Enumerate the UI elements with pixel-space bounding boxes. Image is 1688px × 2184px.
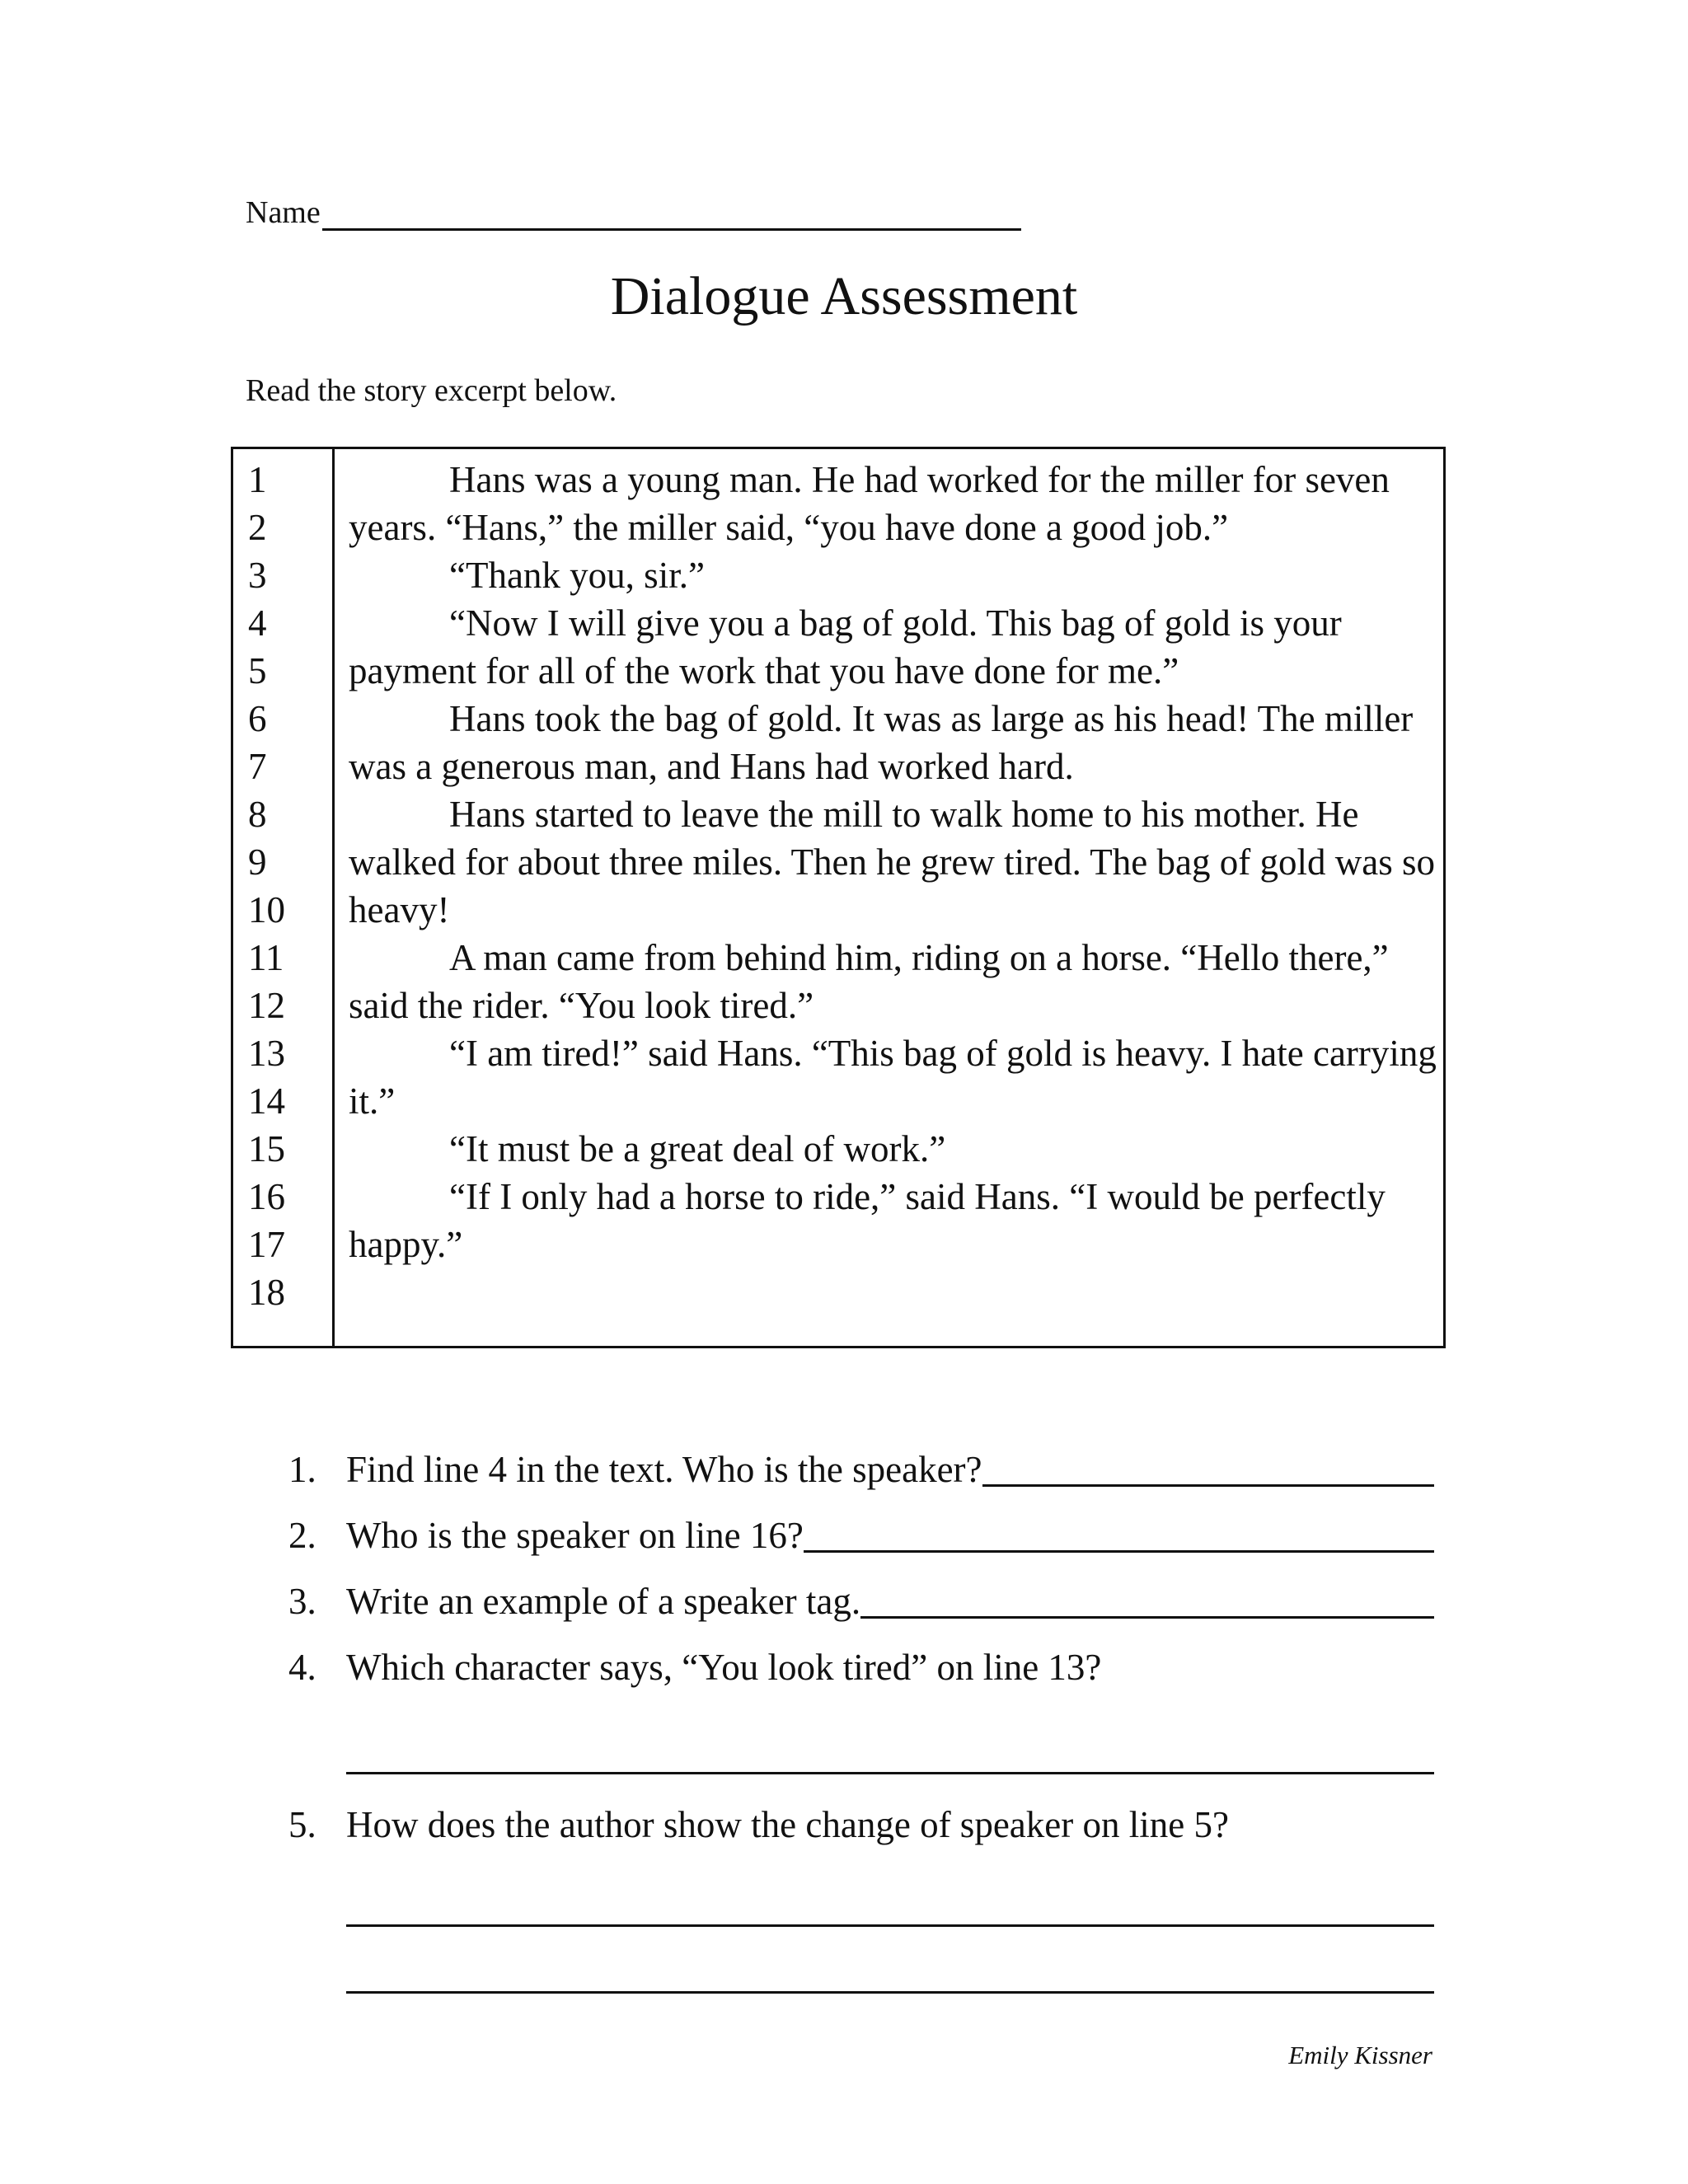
question-1 [288, 1427, 1434, 1493]
question-3 [288, 1559, 1434, 1625]
line-number: 11 [248, 937, 284, 978]
line-number: 13 [248, 1033, 285, 1074]
question-number: 5. [288, 1804, 316, 1845]
line-number: 2 [248, 507, 267, 548]
answer-blank-3[interactable] [860, 1583, 1434, 1619]
question-text: Who is the speaker on line 16? [346, 1515, 804, 1556]
line-number: 12 [248, 985, 285, 1026]
question-number: 3. [288, 1581, 316, 1622]
name-blank-line[interactable] [322, 197, 1021, 231]
line-number: 8 [248, 794, 267, 835]
answer-blank-1[interactable] [982, 1451, 1434, 1487]
story-paragraph: “It must be a great deal of work.” [449, 1128, 946, 1169]
story-paragraph: Hans was a young man. He had worked for the miller for seven years. “Hans,” the miller said, “you have done a good job.” [349, 459, 1390, 548]
story-paragraph: “I am tired!” said Hans. “This bag of gold is heavy. I hate carrying it.” [349, 1033, 1437, 1122]
answer-blank-2[interactable] [804, 1517, 1434, 1553]
question-number: 2. [288, 1515, 316, 1556]
line-number: 4 [248, 602, 267, 644]
story-excerpt-box [231, 447, 1446, 1348]
story-paragraph: “Now I will give you a bag of gold. This bag of gold is your payment for all of the work that you have done for me.” [349, 602, 1342, 691]
author-credit: Emily Kissner [1288, 2041, 1432, 2069]
question-2 [288, 1493, 1434, 1559]
line-number: 9 [248, 841, 267, 883]
line-number: 18 [248, 1272, 285, 1313]
line-number-divider [332, 449, 335, 1346]
question-text: Which character says, “You look tired” on line 13? [346, 1647, 1102, 1688]
story-paragraph: Hans started to leave the mill to walk home to his mother. He walked for about three miles. Then he grew tired. The bag of gold was so heavy! [349, 794, 1435, 930]
line-number: 5 [248, 650, 267, 691]
question-text: Write an example of a speaker tag. [346, 1581, 861, 1622]
story-paragraph: “If I only had a horse to ride,” said Hans. “I would be perfectly happy.” [349, 1176, 1386, 1265]
story-paragraph: Hans took the bag of gold. It was as large as his head! The miller was a generous man, and Hans had worked hard. [349, 698, 1414, 787]
question-text: Find line 4 in the text. Who is the speaker? [346, 1449, 982, 1490]
line-number: 1 [248, 459, 267, 500]
question-number: 1. [288, 1449, 316, 1490]
question-5 [288, 1783, 1434, 1849]
line-number: 15 [248, 1128, 285, 1169]
question-list [288, 1427, 1434, 1994]
name-label: Name [246, 195, 321, 230]
question-number: 4. [288, 1647, 316, 1688]
line-number: 7 [248, 746, 267, 787]
story-paragraph: A man came from behind him, riding on a horse. “Hello there,” said the rider. “You look tired.” [349, 937, 1389, 1026]
answer-line-5b[interactable] [346, 1991, 1434, 1994]
instruction-text: Read the story excerpt below. [246, 373, 617, 408]
line-numbers-column [248, 456, 285, 1316]
story-text [349, 456, 1445, 1268]
line-number: 3 [248, 555, 267, 596]
line-number: 16 [248, 1176, 285, 1217]
answer-line-4[interactable] [346, 1772, 1434, 1774]
question-4 [288, 1625, 1434, 1691]
line-number: 17 [248, 1224, 285, 1265]
page-title: Dialogue Assessment [610, 266, 1078, 326]
line-number: 6 [248, 698, 267, 739]
name-field-row [246, 194, 1021, 231]
line-number: 10 [248, 889, 285, 930]
question-text: How does the author show the change of speaker on line 5? [346, 1804, 1229, 1845]
story-paragraph: “Thank you, sir.” [449, 555, 705, 596]
line-number: 14 [248, 1080, 285, 1122]
